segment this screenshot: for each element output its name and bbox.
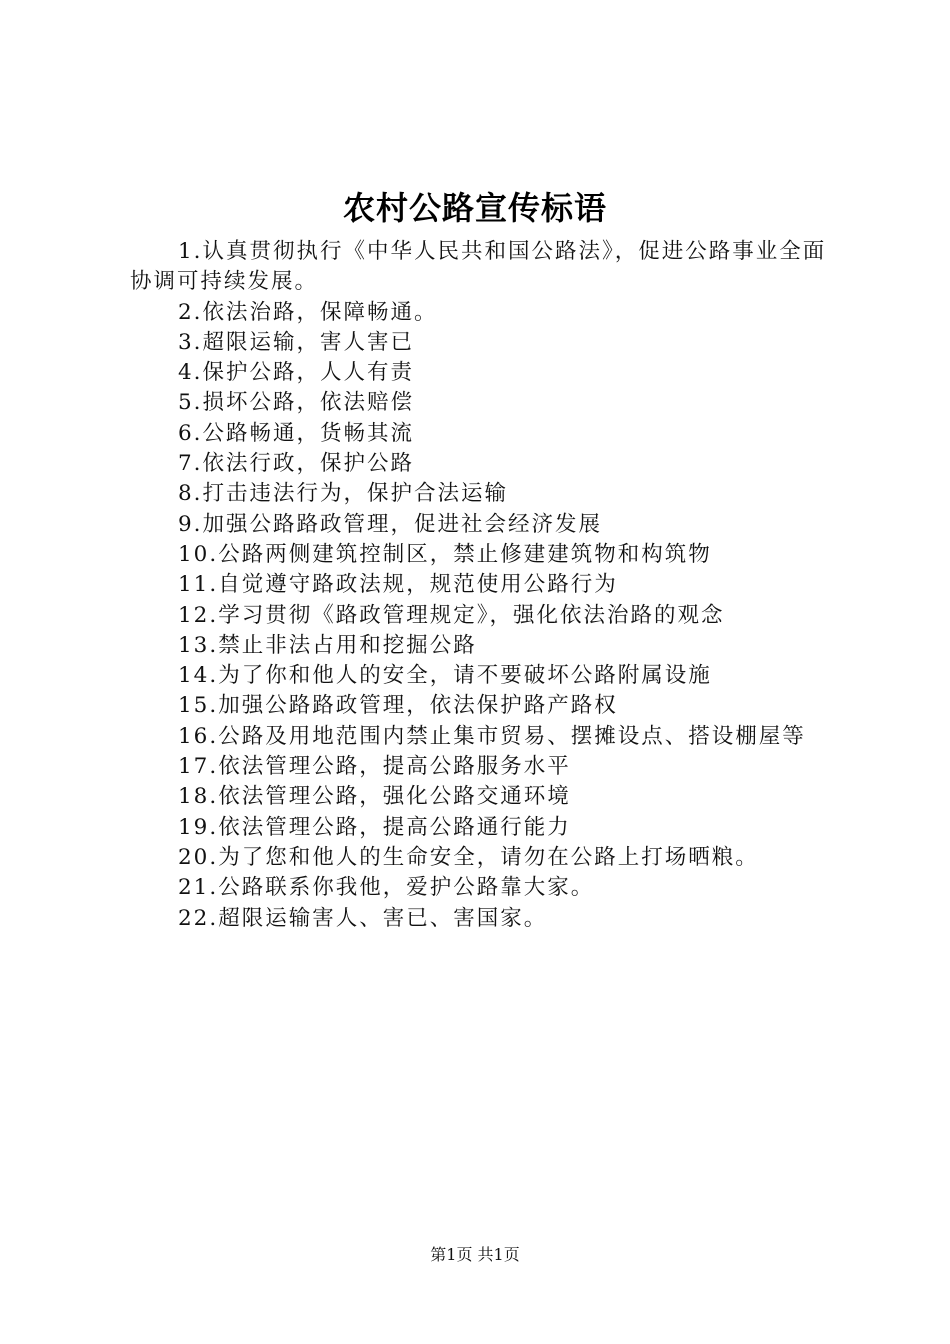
slogan-item: 5.损坏公路，依法赔偿 <box>178 390 415 416</box>
slogan-item: 20.为了您和他人的生命安全，请勿在公路上打场晒粮。 <box>178 844 759 870</box>
slogan-item: 12.学习贯彻《路政管理规定》，强化依法治路的观念 <box>178 602 725 628</box>
slogan-item: 1.认真贯彻执行《中华人民共和国公路法》，促进公路事业全面协调可持续发展。 <box>130 239 827 295</box>
slogan-item: 10.公路两侧建筑控制区，禁止修建建筑物和构筑物 <box>178 541 712 567</box>
slogan-item: 15.加强公路路政管理，依法保护路产路权 <box>178 693 618 719</box>
page-footer: 第1页 共1页 <box>430 1245 520 1264</box>
slogan-item: 22.超限运输害人、害已、害国家。 <box>178 905 548 931</box>
slogan-item: 7.依法行政，保护公路 <box>178 451 415 477</box>
slogan-list <box>130 237 830 934</box>
slogan-item: 17.依法管理公路，提高公路服务水平 <box>178 754 571 780</box>
slogan-item: 4.保护公路，人人有责 <box>178 360 415 386</box>
slogan-item: 3.超限运输，害人害已 <box>178 329 415 355</box>
document-title: 农村公路宣传标语 <box>342 189 607 227</box>
slogan-item: 2.依法治路，保障畅通。 <box>178 299 438 325</box>
slogan-item: 8.打击违法行为，保护合法运输 <box>178 481 509 507</box>
slogan-item: 11.自觉遵守路政法规，规范使用公路行为 <box>178 572 618 598</box>
slogan-item: 18.依法管理公路，强化公路交通环境 <box>178 784 571 810</box>
slogan-item: 16.公路及用地范围内禁止集市贸易、摆摊设点、搭设棚屋等 <box>178 723 806 749</box>
slogan-item: 6.公路畅通，货畅其流 <box>178 420 415 446</box>
slogan-item: 21.公路联系你我他，爱护公路靠大家。 <box>178 875 595 901</box>
slogan-item: 13.禁止非法占用和挖掘公路 <box>178 632 477 658</box>
slogan-item: 9.加强公路路政管理，促进社会经济发展 <box>178 511 603 537</box>
slogan-item: 14.为了你和他人的安全，请不要破坏公路附属设施 <box>178 663 712 689</box>
slogan-item: 19.依法管理公路，提高公路通行能力 <box>178 814 571 840</box>
